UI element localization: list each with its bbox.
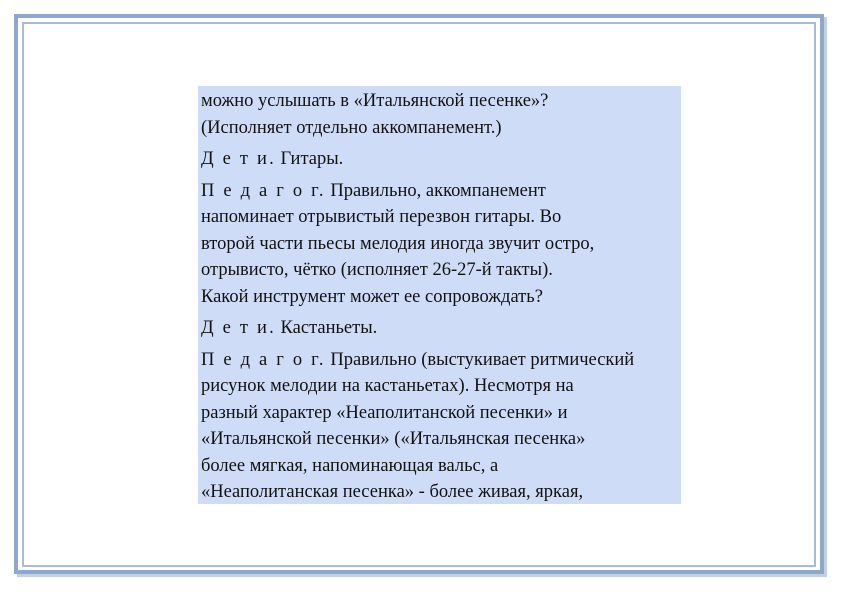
text-line: Какой инструмент может ее сопровождать? <box>201 286 543 307</box>
text-line: «Итальянской песенки» («Итальянская песенка» <box>201 429 586 449</box>
text-line: рисунок мелодии на кастаньетах). Несмотря на <box>201 376 574 396</box>
text-line: (Исполняет отдельно аккомпанемент.) <box>201 117 502 138</box>
text-line: второй части пьесы мелодия иногда звучит остро, <box>201 233 595 254</box>
speech-text: Гитары. <box>275 149 344 169</box>
paragraph-teacher-remark <box>201 178 679 311</box>
text-line <box>201 146 679 173</box>
text-line: можно услышать в «Итальянской песенке»? <box>201 91 549 111</box>
speaker-label: П е д а г о г. <box>201 180 326 201</box>
text-line: напоминает отрывистый перезвон гитары. Во <box>201 207 562 227</box>
paragraph-teacher-remark <box>201 347 679 505</box>
speech-text: Правильно (выстукивает ритмический <box>325 349 635 370</box>
text-line: отрывисто, чётко (исполняет 26-27-й такты). <box>201 260 553 280</box>
speech-text: Правильно, аккомпанемент <box>325 180 546 201</box>
speaker-label: Д е т и. <box>201 149 276 169</box>
paragraph-children-reply <box>201 315 679 342</box>
speech-text: Кастаньеты. <box>275 318 378 338</box>
text-box <box>198 86 681 504</box>
paragraph-children-reply <box>201 146 679 173</box>
text-line: разный характер «Неаполитанской песенки» и <box>201 402 568 423</box>
text-line: «Неаполитанская песенка» - более живая, яркая, <box>201 482 584 502</box>
text-line <box>201 315 679 342</box>
speaker-label: П е д а г о г. <box>201 349 326 370</box>
text-line <box>201 178 679 205</box>
paragraph-intro <box>201 88 679 141</box>
speaker-label: Д е т и. <box>201 318 276 338</box>
text-line: более мягкая, напоминающая вальс, а <box>201 455 499 476</box>
text-line <box>201 347 679 374</box>
